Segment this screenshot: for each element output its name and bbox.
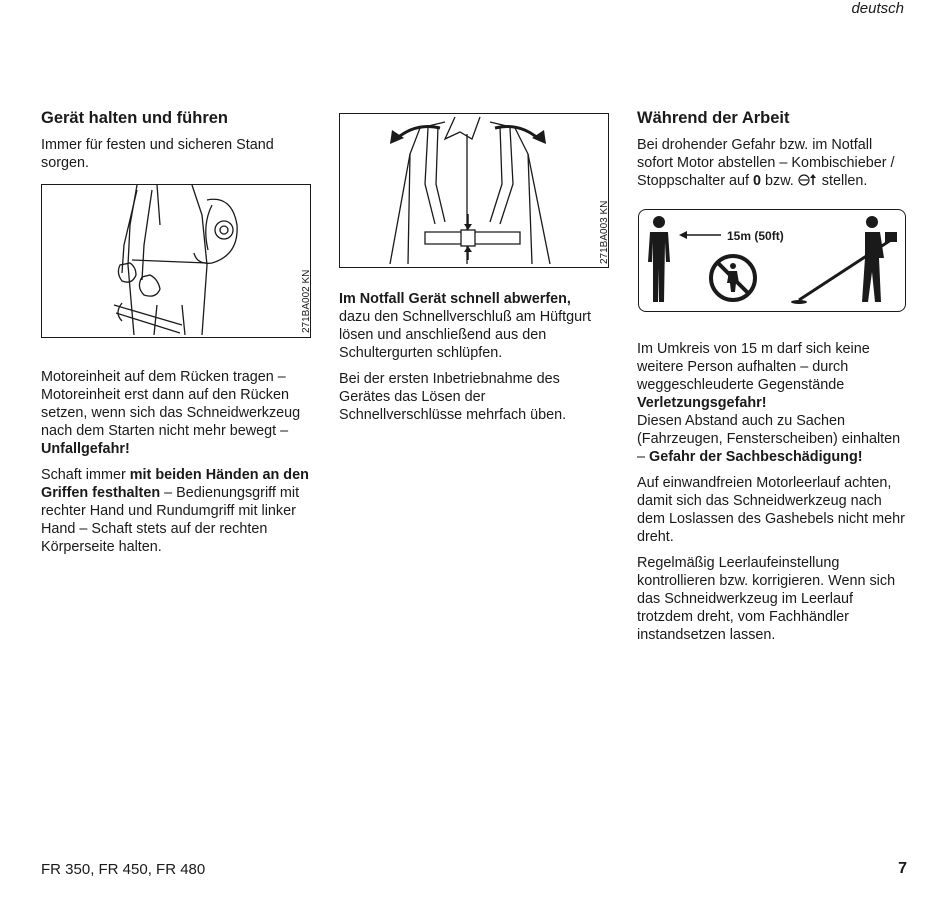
column-holding-guiding	[41, 108, 313, 564]
figure-holding-device	[41, 184, 311, 338]
grip-bold: mit beiden Händen an den Griffen festhalten	[41, 467, 309, 501]
column-during-work	[637, 108, 909, 652]
figure-safety-distance	[638, 209, 906, 312]
section-heading-holding: Gerät halten und führen	[41, 109, 229, 127]
idle-adjustment: Regelmäßig Leerlaufeinstellung kontrollieren bzw. korrigieren. Wenn sich das Schneidwerkzeug im Leerlauf trotzdem dreht, vom Fachhändler instandsetzen lassen.	[637, 555, 896, 643]
grip-text-1: Schaft immer	[41, 467, 130, 483]
distance-text-1: Im Umkreis von 15 m darf sich keine weitere Person aufhalten – durch weggeschleuderte Gegenstände	[637, 341, 870, 393]
accident-warning: Unfallgefahr!	[41, 441, 130, 457]
section-heading-work: Während der Arbeit	[637, 109, 790, 127]
language-label: deutsch	[851, 0, 904, 17]
distance-warning	[637, 340, 909, 466]
operator-illustration	[42, 185, 292, 335]
page-number: 7	[898, 860, 907, 877]
model-footer: FR 350, FR 450, FR 480	[41, 861, 206, 878]
stop-text-3: stellen.	[817, 173, 868, 189]
practice-instruction: Bei der ersten Inbetriebnahme des Gerätes das Lösen der Schnellverschlüsse mehrfach üben.	[339, 371, 567, 423]
stop-text-1: Bei drohender Gefahr bzw. im Notfall sofort Motor abstellen – Kombischieber / Stoppschalter auf	[637, 137, 895, 189]
backpack-warning	[41, 368, 313, 458]
figure-code-1: 271BA002 KN	[301, 269, 312, 333]
column-emergency	[339, 113, 611, 432]
stance-instruction: Immer für festen und sicheren Stand sorgen.	[41, 137, 274, 171]
emergency-text: dazu den Schnellverschluß am Hüftgurt lösen und anschließend aus den Schultergurten schlüpfen.	[339, 309, 591, 361]
stop-switch-icon	[798, 173, 818, 191]
idle-instruction: Auf einwandfreien Motorleerlauf achten, damit sich das Schneidwerkzeug nach dem Loslassen des Gashebels nicht mehr dreht.	[637, 475, 905, 545]
grip-text-2: – Bedienungsgriff mit rechter Hand und Rundumgriff mit linker Hand – Schaft stets auf der rechten Körperseite halten.	[41, 485, 300, 555]
emergency-instruction	[339, 290, 611, 362]
distance-label: 15m (50ft)	[727, 229, 784, 243]
injury-warning: Verletzungsgefahr!	[637, 395, 767, 411]
backpack-warning-text: Motoreinheit auf dem Rücken tragen – Motoreinheit erst dann auf den Rücken setzen, wenn sich das Schneidwerkzeug nach dem Starten nicht mehr bewegt –	[41, 369, 301, 439]
grip-instruction	[41, 466, 313, 556]
safety-distance-pictogram	[639, 210, 904, 310]
stop-text-2: bzw.	[761, 173, 798, 189]
stop-zero: 0	[753, 173, 762, 189]
figure-code-2: 271BA003 KN	[599, 200, 610, 264]
harness-illustration	[340, 114, 592, 266]
stop-instruction	[637, 136, 909, 191]
figure-harness	[339, 113, 609, 268]
distance-text-2: Diesen Abstand auch zu Sachen (Fahrzeugen, Fensterscheiben) einhalten –	[637, 413, 901, 465]
emergency-bold: Im Notfall Gerät schnell abwerfen,	[339, 291, 571, 307]
damage-warning: Gefahr der Sachbeschädigung!	[649, 449, 863, 465]
